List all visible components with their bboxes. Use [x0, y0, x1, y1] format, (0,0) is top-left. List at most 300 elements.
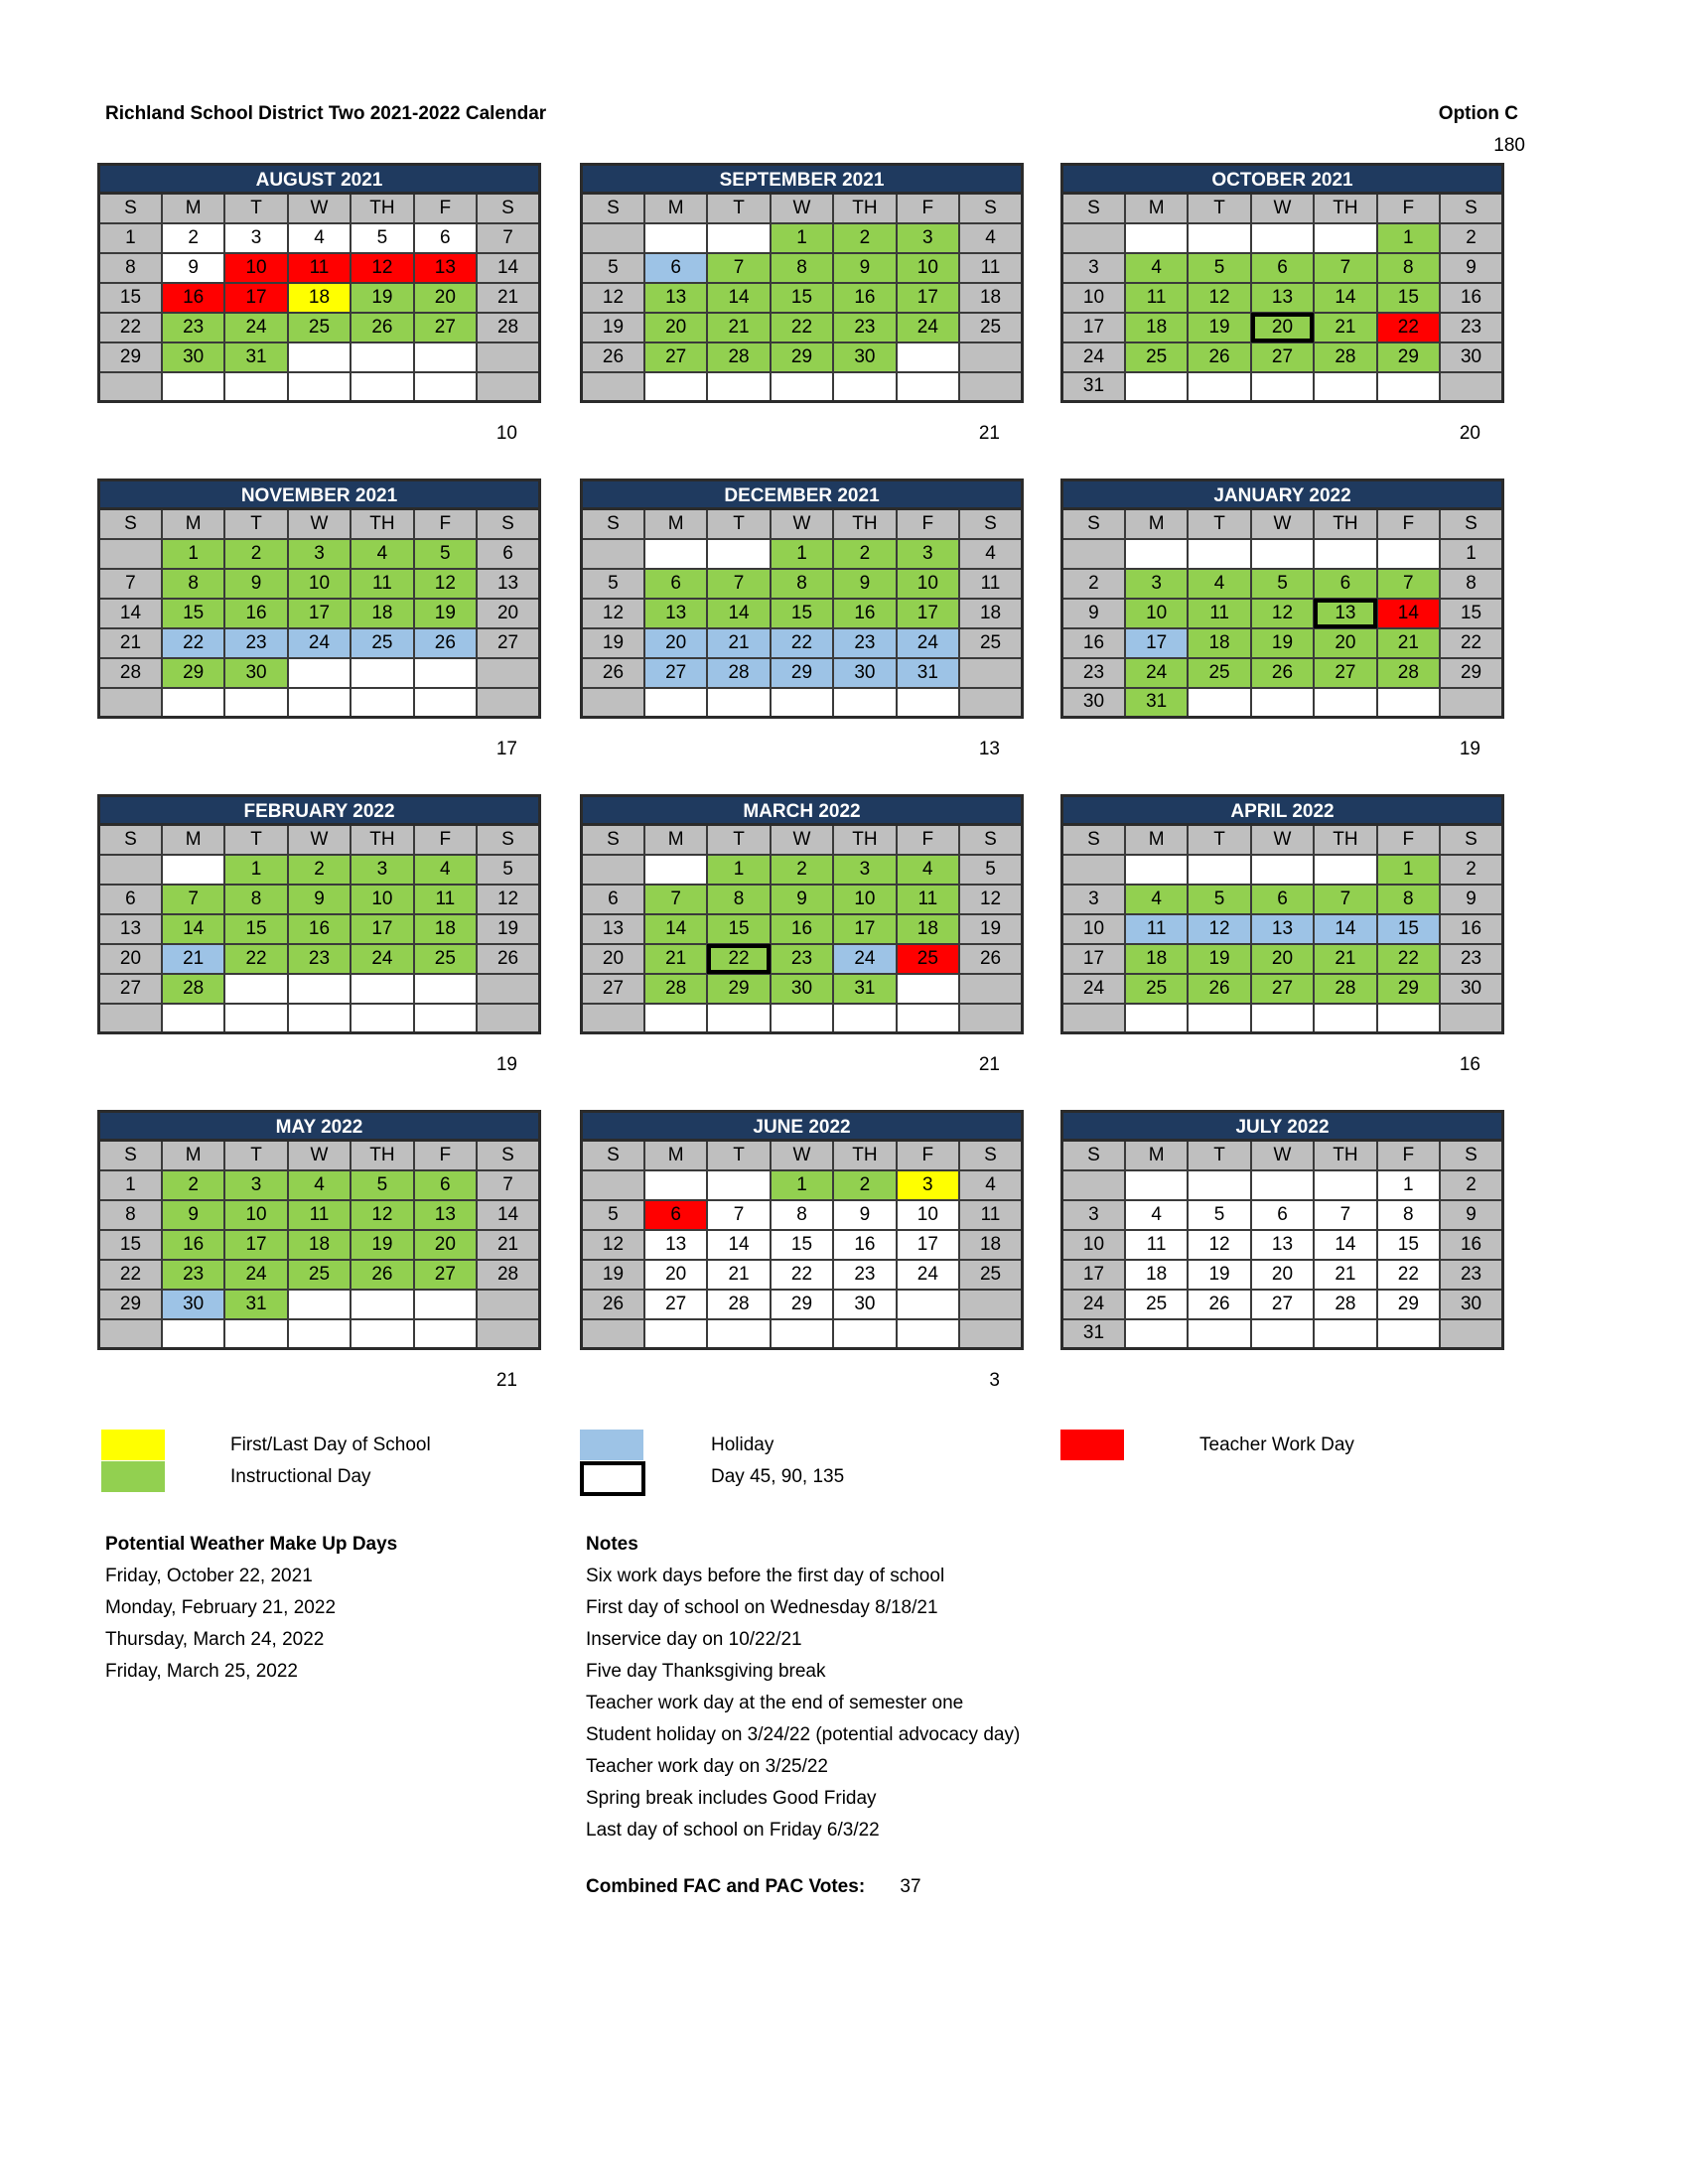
day-cell [1377, 688, 1440, 718]
month-day-count: 19 [495, 1054, 517, 1075]
day-cell [477, 974, 539, 1004]
day-cell: 22 [1377, 313, 1440, 342]
day-cell: 23 [1440, 944, 1502, 974]
day-cell [833, 688, 896, 718]
day-cell: 25 [959, 1260, 1022, 1290]
day-cell: 7 [477, 1170, 539, 1200]
day-cell: 3 [224, 1170, 287, 1200]
weekday-header: M [162, 509, 224, 539]
month-title: APRIL 2022 [1060, 794, 1504, 823]
day-cell [1440, 1319, 1502, 1349]
weekday-header: S [959, 509, 1022, 539]
weekday-header: W [771, 509, 833, 539]
day-cell: 3 [897, 223, 959, 253]
day-cell [477, 1004, 539, 1033]
day-cell: 5 [1251, 569, 1314, 599]
day-cell: 25 [414, 944, 477, 974]
day-cell: 24 [1062, 342, 1125, 372]
month-title: AUGUST 2021 [97, 163, 541, 192]
day-cell: 2 [833, 539, 896, 569]
weekday-header: S [477, 509, 539, 539]
day-cell: 26 [582, 658, 644, 688]
day-cell: 26 [1188, 974, 1250, 1004]
legend-holiday-label: Holiday [711, 1434, 774, 1455]
day-cell: 1 [707, 855, 770, 885]
day-cell [288, 974, 351, 1004]
day-cell: 14 [1314, 914, 1376, 944]
day-cell [1251, 855, 1314, 885]
month-grid [580, 1139, 1024, 1350]
day-cell: 23 [288, 944, 351, 974]
day-cell: 17 [897, 599, 959, 628]
day-cell: 14 [707, 283, 770, 313]
weekday-header: S [99, 825, 162, 855]
month-day-count: 19 [1459, 739, 1480, 759]
day-cell: 17 [351, 914, 413, 944]
day-cell: 18 [288, 283, 351, 313]
month-grid [97, 1139, 541, 1350]
weekday-header: F [897, 1141, 959, 1170]
legend-teacher-work-label: Teacher Work Day [1199, 1434, 1354, 1455]
month-title: DECEMBER 2021 [580, 478, 1024, 507]
month-title: JULY 2022 [1060, 1110, 1504, 1139]
day-cell: 21 [707, 628, 770, 658]
day-cell: 9 [224, 569, 287, 599]
day-cell: 6 [582, 885, 644, 914]
day-cell [1062, 1170, 1125, 1200]
day-cell: 28 [1377, 658, 1440, 688]
day-cell: 2 [1440, 223, 1502, 253]
day-cell: 16 [833, 599, 896, 628]
day-cell: 25 [1125, 1290, 1188, 1319]
day-cell [582, 855, 644, 885]
day-cell: 18 [414, 914, 477, 944]
total-days: 180 [1493, 135, 1525, 156]
day-cell: 22 [162, 628, 224, 658]
month-day-count: 21 [978, 1054, 1000, 1075]
day-cell: 29 [1377, 974, 1440, 1004]
weekday-header: M [644, 825, 707, 855]
day-cell: 25 [288, 313, 351, 342]
day-cell: 6 [99, 885, 162, 914]
weekday-header: S [1062, 509, 1125, 539]
day-cell [707, 539, 770, 569]
day-cell: 16 [162, 1230, 224, 1260]
day-cell [477, 342, 539, 372]
day-cell [414, 342, 477, 372]
day-cell: 31 [224, 342, 287, 372]
weekday-header: W [771, 1141, 833, 1170]
day-cell: 18 [351, 599, 413, 628]
day-cell: 18 [897, 914, 959, 944]
day-cell [477, 658, 539, 688]
weekday-header: M [1125, 1141, 1188, 1170]
day-cell: 26 [351, 1260, 413, 1290]
day-cell: 1 [99, 223, 162, 253]
day-cell [897, 1319, 959, 1349]
weekday-header: F [1377, 1141, 1440, 1170]
day-cell [1251, 372, 1314, 402]
day-cell [582, 688, 644, 718]
note-item: Inservice day on 10/22/21 [586, 1629, 802, 1650]
day-cell [582, 1170, 644, 1200]
day-cell: 15 [1377, 1230, 1440, 1260]
day-cell: 23 [162, 1260, 224, 1290]
day-cell: 4 [1125, 253, 1188, 283]
weather-day: Friday, March 25, 2022 [105, 1661, 298, 1682]
weekday-header: TH [351, 825, 413, 855]
day-cell [99, 1319, 162, 1349]
day-cell: 8 [771, 569, 833, 599]
day-cell: 19 [351, 283, 413, 313]
day-cell [414, 688, 477, 718]
day-cell: 14 [707, 1230, 770, 1260]
day-cell: 7 [707, 1200, 770, 1230]
day-cell: 5 [351, 1170, 413, 1200]
month-title: JANUARY 2022 [1060, 478, 1504, 507]
day-cell: 20 [414, 1230, 477, 1260]
day-cell: 20 [1251, 944, 1314, 974]
day-cell: 20 [644, 628, 707, 658]
day-cell: 9 [288, 885, 351, 914]
day-cell: 22 [1440, 628, 1502, 658]
weekday-header: W [288, 1141, 351, 1170]
day-cell: 8 [1440, 569, 1502, 599]
day-cell [1377, 372, 1440, 402]
day-cell: 11 [351, 569, 413, 599]
day-cell: 13 [477, 569, 539, 599]
weekday-header: F [414, 194, 477, 223]
day-cell: 17 [288, 599, 351, 628]
day-cell: 17 [224, 1230, 287, 1260]
day-cell [897, 372, 959, 402]
note-item: Last day of school on Friday 6/3/22 [586, 1820, 880, 1841]
day-cell: 27 [1251, 1290, 1314, 1319]
day-cell: 20 [1251, 313, 1314, 342]
day-cell [224, 1004, 287, 1033]
day-cell [1377, 1319, 1440, 1349]
day-cell: 14 [477, 1200, 539, 1230]
day-cell: 10 [833, 885, 896, 914]
day-cell: 7 [707, 569, 770, 599]
day-cell [351, 1004, 413, 1033]
day-cell: 30 [771, 974, 833, 1004]
day-cell: 10 [224, 1200, 287, 1230]
day-cell: 18 [1188, 628, 1250, 658]
day-cell: 12 [959, 885, 1022, 914]
day-cell: 1 [1377, 1170, 1440, 1200]
day-cell [224, 688, 287, 718]
day-cell: 2 [771, 855, 833, 885]
day-cell [1188, 688, 1250, 718]
day-cell: 17 [897, 283, 959, 313]
day-cell [959, 658, 1022, 688]
day-cell: 9 [1440, 885, 1502, 914]
day-cell: 24 [833, 944, 896, 974]
day-cell [288, 372, 351, 402]
day-cell: 15 [1377, 283, 1440, 313]
weekday-header: S [477, 825, 539, 855]
day-cell [1251, 1319, 1314, 1349]
day-cell [582, 539, 644, 569]
weekday-header: TH [833, 509, 896, 539]
month-grid [1060, 823, 1504, 1034]
day-cell [1062, 223, 1125, 253]
day-cell [224, 1319, 287, 1349]
day-cell: 23 [1440, 313, 1502, 342]
weekday-header: TH [351, 194, 413, 223]
day-cell [644, 1004, 707, 1033]
day-cell [477, 1319, 539, 1349]
weekday-header: F [897, 509, 959, 539]
weather-heading: Potential Weather Make Up Days [105, 1534, 398, 1555]
weekday-header: TH [833, 825, 896, 855]
day-cell [1377, 539, 1440, 569]
day-cell: 28 [644, 974, 707, 1004]
day-cell [1188, 372, 1250, 402]
weekday-header: T [224, 509, 287, 539]
day-cell [1188, 539, 1250, 569]
day-cell: 16 [771, 914, 833, 944]
day-cell: 25 [959, 313, 1022, 342]
month-grid [1060, 1139, 1504, 1350]
day-cell: 24 [1125, 658, 1188, 688]
day-cell: 23 [224, 628, 287, 658]
day-cell [707, 1319, 770, 1349]
month-calendar [1060, 163, 1504, 444]
weather-day: Monday, February 21, 2022 [105, 1597, 337, 1618]
day-cell: 13 [414, 253, 477, 283]
weekday-header: S [477, 194, 539, 223]
day-cell: 7 [1314, 1200, 1376, 1230]
day-cell [644, 539, 707, 569]
weekday-header: S [1062, 825, 1125, 855]
day-cell [351, 658, 413, 688]
weekday-header: T [1188, 509, 1250, 539]
day-cell [707, 372, 770, 402]
day-cell: 28 [707, 1290, 770, 1319]
weekday-header: W [288, 194, 351, 223]
month-calendar [1060, 478, 1504, 759]
note-item: Teacher work day at the end of semester one [586, 1693, 964, 1713]
day-cell: 8 [99, 253, 162, 283]
day-cell: 22 [707, 944, 770, 974]
day-cell [1125, 223, 1188, 253]
day-cell [477, 1290, 539, 1319]
day-cell [582, 223, 644, 253]
day-cell: 11 [288, 1200, 351, 1230]
day-cell: 2 [833, 223, 896, 253]
note-item: Student holiday on 3/24/22 (potential advocacy day) [586, 1724, 1021, 1745]
day-cell [1125, 1319, 1188, 1349]
day-cell: 16 [1062, 628, 1125, 658]
day-cell [414, 974, 477, 1004]
day-cell [1251, 539, 1314, 569]
day-cell: 18 [1125, 1260, 1188, 1290]
day-cell: 4 [351, 539, 413, 569]
day-cell: 16 [1440, 283, 1502, 313]
day-cell: 25 [1125, 974, 1188, 1004]
day-cell: 17 [1062, 944, 1125, 974]
day-cell [1314, 1004, 1376, 1033]
day-cell: 21 [1314, 1260, 1376, 1290]
votes-value: 37 [900, 1876, 921, 1897]
day-cell: 21 [162, 944, 224, 974]
month-title: JUNE 2022 [580, 1110, 1024, 1139]
legend-instructional-label: Instructional Day [230, 1466, 371, 1487]
day-cell: 20 [644, 313, 707, 342]
month-day-count: 20 [1459, 423, 1480, 444]
weekday-header: W [771, 194, 833, 223]
day-cell: 14 [99, 599, 162, 628]
day-cell: 27 [1251, 974, 1314, 1004]
day-cell: 17 [224, 283, 287, 313]
day-cell [1314, 688, 1376, 718]
month-title: OCTOBER 2021 [1060, 163, 1504, 192]
day-cell: 4 [414, 855, 477, 885]
day-cell: 21 [477, 283, 539, 313]
day-cell [959, 1290, 1022, 1319]
weekday-header: T [707, 1141, 770, 1170]
weekday-header: F [1377, 194, 1440, 223]
day-cell: 30 [162, 1290, 224, 1319]
day-cell: 11 [288, 253, 351, 283]
day-cell: 15 [99, 1230, 162, 1260]
day-cell: 27 [644, 342, 707, 372]
day-cell: 11 [897, 885, 959, 914]
day-cell: 16 [162, 283, 224, 313]
day-cell [1188, 1170, 1250, 1200]
day-cell: 12 [1188, 1230, 1250, 1260]
note-item: Six work days before the first day of school [586, 1566, 945, 1586]
day-cell [959, 372, 1022, 402]
weekday-header: S [959, 825, 1022, 855]
day-cell: 16 [1440, 914, 1502, 944]
day-cell: 4 [959, 223, 1022, 253]
day-cell [1314, 223, 1376, 253]
weekday-header: F [1377, 509, 1440, 539]
day-cell [959, 1004, 1022, 1033]
day-cell: 2 [833, 1170, 896, 1200]
day-cell: 30 [162, 342, 224, 372]
day-cell [288, 1319, 351, 1349]
day-cell: 21 [1377, 628, 1440, 658]
day-cell [771, 372, 833, 402]
day-cell: 21 [707, 1260, 770, 1290]
day-cell [1314, 1319, 1376, 1349]
day-cell [224, 372, 287, 402]
day-cell: 27 [414, 313, 477, 342]
day-cell: 20 [414, 283, 477, 313]
day-cell: 28 [1314, 342, 1376, 372]
note-item: Five day Thanksgiving break [586, 1661, 826, 1682]
month-calendar [97, 163, 541, 444]
weekday-header: S [582, 194, 644, 223]
day-cell: 3 [1062, 1200, 1125, 1230]
day-cell: 7 [644, 885, 707, 914]
day-cell: 11 [959, 569, 1022, 599]
month-day-count: 17 [495, 739, 517, 759]
day-cell: 13 [644, 599, 707, 628]
day-cell: 23 [1062, 658, 1125, 688]
day-cell [1188, 1319, 1250, 1349]
day-cell: 18 [959, 599, 1022, 628]
weekday-header: T [1188, 1141, 1250, 1170]
day-cell: 7 [707, 253, 770, 283]
day-cell: 3 [833, 855, 896, 885]
day-cell [644, 372, 707, 402]
day-cell: 20 [582, 944, 644, 974]
day-cell [959, 688, 1022, 718]
day-cell: 1 [771, 1170, 833, 1200]
day-cell: 12 [582, 599, 644, 628]
day-cell: 26 [351, 313, 413, 342]
note-item: Teacher work day on 3/25/22 [586, 1756, 828, 1777]
month-calendar [580, 794, 1024, 1075]
day-cell: 2 [1440, 1170, 1502, 1200]
day-cell: 17 [1125, 628, 1188, 658]
day-cell: 3 [288, 539, 351, 569]
day-cell [1314, 539, 1376, 569]
note-item: Spring break includes Good Friday [586, 1788, 877, 1809]
day-cell [477, 688, 539, 718]
day-cell: 12 [351, 1200, 413, 1230]
day-cell: 15 [771, 1230, 833, 1260]
day-cell: 9 [833, 569, 896, 599]
day-cell [1062, 1004, 1125, 1033]
day-cell [162, 1319, 224, 1349]
month-calendar [97, 1110, 541, 1391]
weekday-header: S [99, 509, 162, 539]
day-cell: 5 [582, 1200, 644, 1230]
day-cell: 16 [288, 914, 351, 944]
weekday-header: T [224, 194, 287, 223]
day-cell: 8 [1377, 885, 1440, 914]
weekday-header: W [1251, 194, 1314, 223]
day-cell: 6 [644, 569, 707, 599]
day-cell [644, 855, 707, 885]
votes-line [586, 1876, 921, 1898]
day-cell: 12 [1188, 914, 1250, 944]
day-cell: 11 [414, 885, 477, 914]
day-cell: 3 [351, 855, 413, 885]
day-cell: 24 [897, 628, 959, 658]
day-cell [162, 372, 224, 402]
day-cell: 19 [1251, 628, 1314, 658]
day-cell: 5 [1188, 1200, 1250, 1230]
day-cell [1440, 1004, 1502, 1033]
day-cell [1125, 372, 1188, 402]
month-grid [580, 507, 1024, 719]
weekday-header: S [99, 1141, 162, 1170]
day-cell: 4 [959, 1170, 1022, 1200]
weekday-header: M [644, 1141, 707, 1170]
weekday-header: F [414, 1141, 477, 1170]
weekday-header: M [1125, 194, 1188, 223]
weekday-header: S [477, 1141, 539, 1170]
day-cell: 19 [351, 1230, 413, 1260]
day-cell: 29 [707, 974, 770, 1004]
day-cell: 31 [897, 658, 959, 688]
day-cell [414, 1319, 477, 1349]
day-cell: 31 [1125, 688, 1188, 718]
day-cell: 4 [1125, 885, 1188, 914]
day-cell: 9 [162, 1200, 224, 1230]
note-item: First day of school on Wednesday 8/18/21 [586, 1597, 938, 1618]
day-cell: 28 [99, 658, 162, 688]
weekday-header: TH [351, 509, 413, 539]
day-cell: 28 [477, 1260, 539, 1290]
